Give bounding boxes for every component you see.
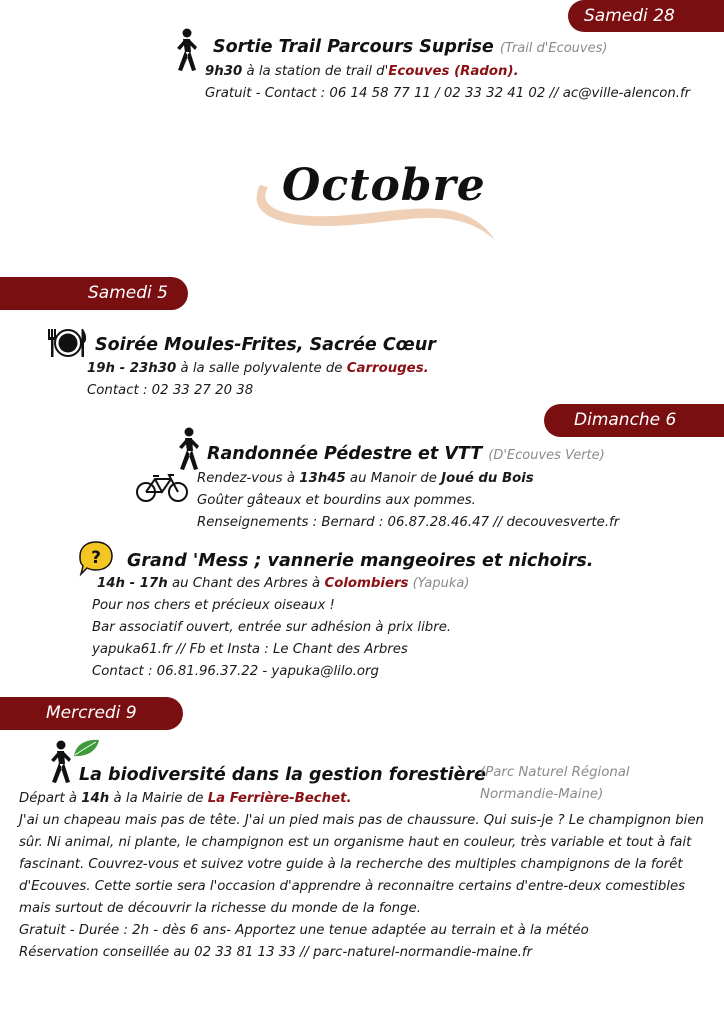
rando-line-1	[197, 468, 534, 490]
trail-time-line	[205, 61, 519, 83]
month-heading: Octobre	[282, 160, 486, 211]
organizer-line: (Parc Naturel Régional	[480, 765, 630, 780]
walker-icon	[172, 427, 204, 471]
bicycle-icon	[135, 473, 189, 503]
event-title-trail	[213, 37, 607, 57]
time: 14h	[81, 791, 110, 806]
date-tab-dimanche-6	[544, 404, 724, 437]
text: au Chant des Arbres à	[167, 576, 325, 591]
title-text: Sortie Trail Parcours Suprise	[213, 37, 494, 57]
bio-description: J'ai un chapeau mais pas de tête. J'ai un pied mais pas de chaussure. Qui suis-je ? Le champignon bien sûr. Ni animal, ni plante, le champignon est un organisme haut en couleur, très variable et tout à fait fascinant. Couvrez-vous et suivez votre guide à la recherche des multiples champignons de la forêt d'Ecouves. Cette sortie sera l'occasion d'apprendre à reconnaitre certains d'entre-deux comestibles mais surtout de découvrir la richesse du monde de la fonge.	[19, 813, 704, 916]
event-title-biodiversite: La biodiversité dans la gestion forestière	[79, 765, 487, 785]
place: Ecouves	[388, 64, 450, 79]
text: à la station de trail d'	[242, 64, 389, 79]
text: à la Mairie de	[109, 791, 208, 806]
text: au Manoir de	[345, 471, 442, 486]
svg-text:?: ?	[91, 548, 101, 568]
bio-line-reservation: Réservation conseillée au 02 33 81 13 33 // parc-naturel-normandie-maine.fr	[19, 945, 533, 960]
moules-time-line	[87, 358, 429, 380]
organizer: (D'Ecouves Verte)	[488, 448, 605, 463]
bio-line-1	[19, 788, 352, 810]
organizer: (Trail d'Ecouves)	[499, 41, 608, 56]
date-label: Samedi 28	[584, 6, 675, 26]
bio-organizer	[480, 762, 630, 806]
place: La Ferrière-Bechet.	[207, 791, 352, 806]
date-label: Mercredi 9	[46, 703, 137, 723]
bio-line-practical: Gratuit - Durée : 2h - dès 6 ans- Apportez une tenue adaptée au terrain et à la météo	[19, 923, 589, 938]
text: Départ à	[19, 791, 82, 806]
event-title-mess: Grand 'Mess ; vannerie mangeoires et nichoirs.	[127, 551, 594, 571]
mess-line-4: yapuka61.fr // Fb et Insta : Le Chant des Arbres	[92, 642, 408, 657]
text: ).	[507, 64, 519, 79]
date-tab-mercredi-9	[0, 697, 183, 730]
place: Carrouges.	[346, 361, 429, 376]
walker-icon	[170, 28, 202, 72]
date-label: Samedi 5	[88, 283, 168, 303]
text: (	[449, 64, 461, 79]
mess-line-3: Bar associatif ouvert, entrée sur adhésion à prix libre.	[92, 620, 452, 635]
time: 14h - 17h	[97, 576, 168, 591]
date-tab-samedi-28	[568, 0, 724, 32]
plate-cutlery-icon	[46, 327, 88, 359]
mess-time-line	[97, 573, 469, 595]
date-label: Dimanche 6	[574, 410, 677, 430]
time: 13h45	[299, 471, 346, 486]
text: Rendez-vous à	[197, 471, 300, 486]
place: Radon	[460, 64, 508, 79]
rando-line-2: Goûter gâteaux et bourdins aux pommes.	[197, 493, 476, 508]
time: 9h30	[205, 64, 243, 79]
event-title-rando	[207, 444, 605, 464]
event-title-moules: Soirée Moules-Frites, Sacrée Cœur	[95, 335, 436, 355]
trail-contact: Gratuit - Contact : 06 14 58 77 11 / 02 33 32 41 02 // ac@ville-alencon.fr	[205, 86, 691, 101]
moules-contact: Contact : 02 33 27 20 38	[87, 383, 254, 398]
text: à la salle polyvalente de	[176, 361, 347, 376]
mess-line-5: Contact : 06.81.96.37.22 - yapuka@lilo.org	[92, 664, 379, 679]
place: Colombiers	[324, 576, 409, 591]
rando-line-3: Renseignements : Bernard : 06.87.28.46.47 // decouvesverte.fr	[197, 515, 620, 530]
organizer-line: Normandie-Maine)	[480, 787, 604, 802]
organizer: (Yapuka)	[408, 576, 470, 591]
date-tab-samedi-5	[0, 277, 188, 310]
place: Joué du Bois	[441, 471, 534, 486]
time: 19h - 23h30	[87, 361, 177, 376]
title-text: Randonnée Pédestre et VTT	[207, 444, 483, 464]
leaf-icon	[72, 738, 100, 758]
mess-line-2: Pour nos chers et précieux oiseaux !	[92, 598, 335, 613]
